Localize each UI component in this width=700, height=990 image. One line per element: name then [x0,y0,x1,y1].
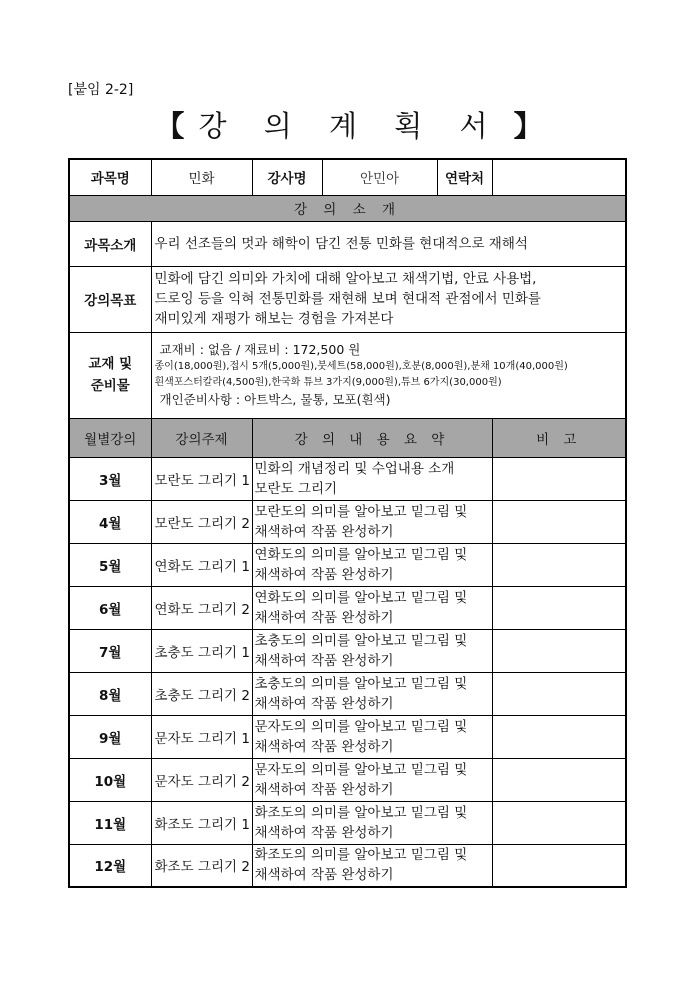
summary-cell [252,844,492,887]
summary-cell [252,758,492,801]
note-cell [492,758,626,801]
title-close-bracket: 】 [513,109,545,143]
month-cell: 11월 [69,801,151,844]
summary-line: 초충도의 의미를 알아보고 밑그림 및 [254,675,468,692]
topic-cell: 연화도 그리기 2 [151,586,252,629]
materials-cost: 교재비 : 없음 / 재료비 : 172,500 원 [159,342,361,357]
materials-label-line: 준비물 [90,378,130,394]
schedule-row [69,758,626,801]
summary-line: 채색하여 작품 완성하기 [254,566,394,583]
note-cell [492,500,626,543]
month-cell: 4월 [69,500,151,543]
contact-value [492,159,626,195]
page-title [0,104,700,145]
materials-row [69,332,626,418]
topic-header: 강의주제 [151,418,252,457]
summary-cell [252,715,492,758]
materials-detail: 흰색포스터칼라(4,500원),한국화 튜브 3가지(9,000원),튜브 6가지(30,000원) [154,377,502,388]
title-text: 강 의 계 획 서 [198,109,502,143]
schedule-row [69,457,626,500]
intro-row [69,221,626,266]
topic-cell: 모란도 그리기 2 [151,500,252,543]
goal-line: 재미있게 재평가 해보는 경험을 가져본다 [154,311,394,327]
goal-line: 민화에 담긴 의미와 가치에 대해 알아보고 채색기법, 안료 사용법, [154,271,537,287]
note-header: 비 고 [492,418,626,457]
summary-line: 문자도의 의미를 알아보고 밑그림 및 [254,718,468,735]
schedule-row [69,715,626,758]
note-cell [492,715,626,758]
summary-line: 화조도의 의미를 알아보고 밑그림 및 [254,847,468,864]
topic-cell: 화조도 그리기 2 [151,844,252,887]
instructor-label: 강사명 [252,159,322,195]
contact-label: 연락처 [437,159,492,195]
note-cell [492,844,626,887]
goal-line: 드로잉 등을 익혀 전통민화를 재현해 보며 현대적 관점에서 민화를 [154,291,541,307]
summary-line: 채색하여 작품 완성하기 [254,824,394,841]
schedule-row [69,629,626,672]
goal-row [69,266,626,332]
month-cell: 3월 [69,457,151,500]
summary-line: 화조도의 의미를 알아보고 밑그림 및 [254,804,468,821]
lecture-plan-table [68,158,627,888]
summary-cell [252,801,492,844]
summary-line: 채색하여 작품 완성하기 [254,867,394,884]
materials-content [151,332,626,418]
month-header: 월별강의 [69,418,151,457]
topic-cell: 초충도 그리기 2 [151,672,252,715]
schedule-row [69,672,626,715]
summary-line: 채색하여 작품 완성하기 [254,781,394,798]
note-cell [492,672,626,715]
summary-line: 모란도의 의미를 알아보고 밑그림 및 [254,503,468,520]
schedule-row [69,500,626,543]
summary-line: 초충도의 의미를 알아보고 밑그림 및 [254,632,468,649]
subject-label: 과목명 [69,159,151,195]
month-cell: 10월 [69,758,151,801]
summary-line: 채색하여 작품 완성하기 [254,523,394,540]
summary-line: 채색하여 작품 완성하기 [254,652,394,669]
materials-detail: 종이(18,000원),접시 5개(5,000원),붓세트(58,000원),호분(8,000원),분채 10개(40,000원) [154,361,568,372]
month-cell: 6월 [69,586,151,629]
schedule-header-row [69,418,626,457]
summary-cell [252,543,492,586]
summary-header: 강 의 내 용 요 약 [252,418,492,457]
intro-label: 과목소개 [69,221,151,266]
materials-personal: 개인준비사항 : 아트박스, 물통, 모포(흰색) [159,392,391,407]
summary-cell [252,500,492,543]
intro-section-header: 강 의 소 개 [69,195,626,221]
month-cell: 7월 [69,629,151,672]
summary-cell [252,586,492,629]
materials-label [69,332,151,418]
intro-text: 우리 선조들의 멋과 해학이 담긴 전통 민화를 현대적으로 재해석 [151,221,626,266]
intro-section-row [69,195,626,221]
month-cell: 9월 [69,715,151,758]
topic-cell: 초충도 그리기 1 [151,629,252,672]
month-cell: 12월 [69,844,151,887]
summary-cell [252,629,492,672]
summary-line: 채색하여 작품 완성하기 [254,695,394,712]
summary-line: 채색하여 작품 완성하기 [254,609,394,626]
note-cell [492,629,626,672]
summary-cell [252,457,492,500]
materials-label-line: 교재 및 [88,356,133,372]
schedule-row [69,801,626,844]
summary-cell [252,672,492,715]
note-cell [492,801,626,844]
schedule-row [69,543,626,586]
instructor-value: 안민아 [322,159,437,195]
topic-cell: 모란도 그리기 1 [151,457,252,500]
goal-text [151,266,626,332]
note-cell [492,543,626,586]
summary-line: 민화의 개념정리 및 수업내용 소개 [254,460,455,477]
schedule-row [69,586,626,629]
summary-line: 연화도의 의미를 알아보고 밑그림 및 [254,589,468,606]
month-cell: 5월 [69,543,151,586]
subject-value: 민화 [151,159,252,195]
summary-line: 문자도의 의미를 알아보고 밑그림 및 [254,761,468,778]
topic-cell: 문자도 그리기 1 [151,715,252,758]
topic-cell: 연화도 그리기 1 [151,543,252,586]
info-row [69,159,626,195]
goal-label: 강의목표 [69,266,151,332]
summary-line: 모란도 그리기 [254,480,338,497]
month-cell: 8월 [69,672,151,715]
note-cell [492,586,626,629]
schedule-row [69,844,626,887]
topic-cell: 문자도 그리기 2 [151,758,252,801]
title-open-bracket: 【 [155,109,187,143]
note-cell [492,457,626,500]
topic-cell: 화조도 그리기 1 [151,801,252,844]
summary-line: 채색하여 작품 완성하기 [254,738,394,755]
attachment-label: [붙임 2-2] [68,82,134,98]
summary-line: 연화도의 의미를 알아보고 밑그림 및 [254,546,468,563]
schedule-body [69,457,626,887]
